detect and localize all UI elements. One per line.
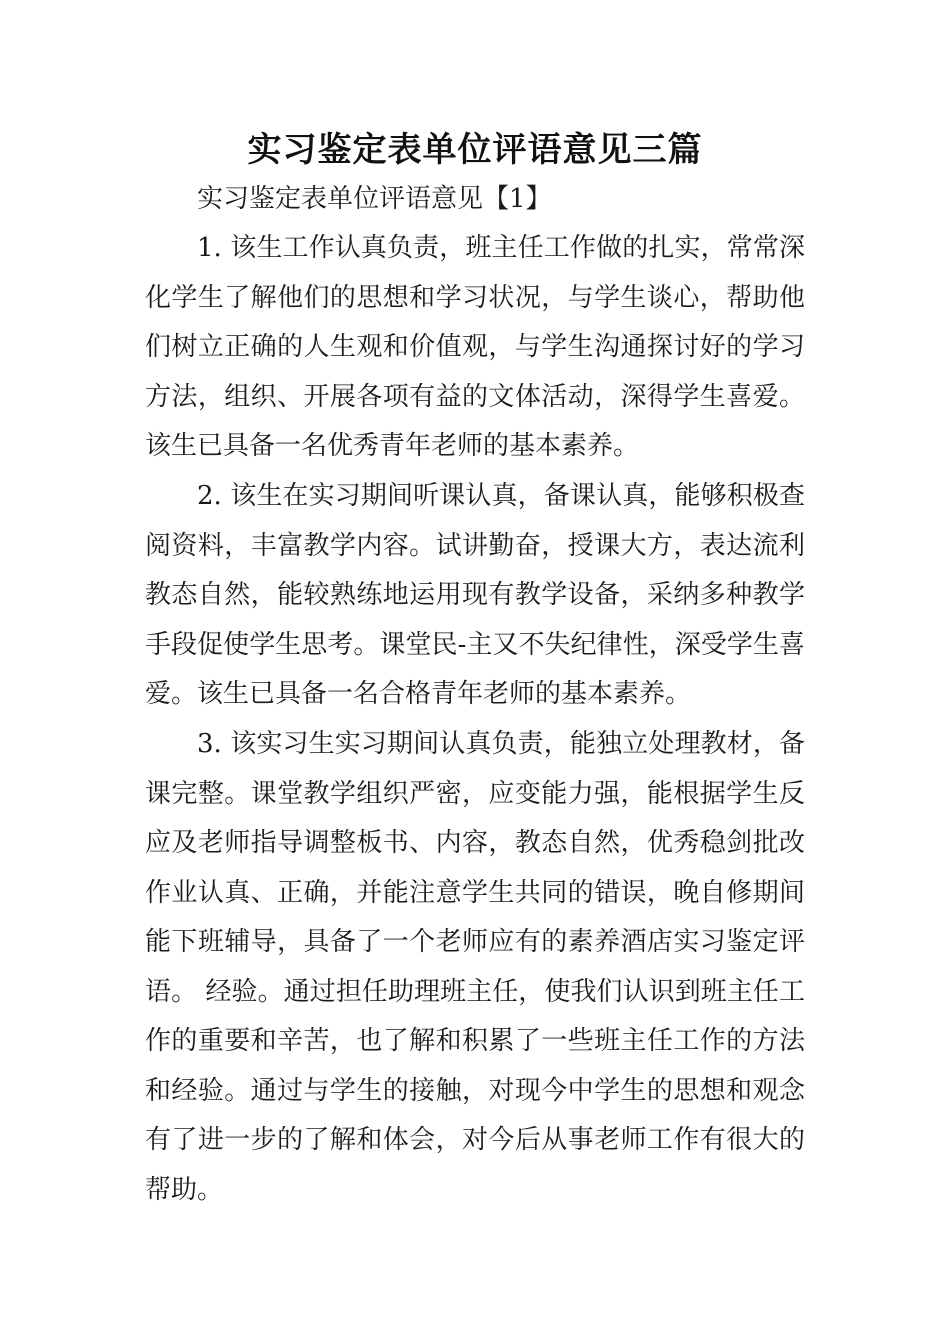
section-heading: 实习鉴定表单位评语意见【1】 (197, 184, 552, 214)
document-title: 实习鉴定表单位评语意见三篇 (247, 130, 703, 170)
paragraph-2: 2. 该生在实习期间听课认真，备课认真，能够积极查阅资料，丰富教学内容。试讲勤奋，授课大方，表达流利教态自然，能较熟练地运用现有教学设备，采纳多种教学手段促使学生思考。课堂民-主又不失纪律性，深受学生喜爱。该生已具备一名合格青年老师的基本素养。 (145, 481, 805, 709)
paragraph-1: 1. 该生工作认真负责，班主任工作做的扎实，常常深化学生了解他们的思想和学习状况，与学生谈心，帮助他们树立正确的人生观和价值观，与学生沟通探讨好的学习方法，组织、开展各项有益的文体活动，深得学生喜爱。该生已具备一名优秀青年老师的基本素养。 (145, 233, 805, 461)
paragraph-3: 3. 该实习生实习期间认真负责，能独立处理教材，备课完整。课堂教学组织严密，应变能力强，能根据学生反应及老师指导调整板书、内容，教态自然，优秀稳剑批改作业认真、正确，并能注意学生共同的错误，晚自修期间能下班辅导，具备了一个老师应有的素养酒店实习鉴定评语。 经验。通过担任助理班主任，使我们认识到班主任工作的重要和辛苦，也了解和积累了一些班主任工作的方法和经验。通过与学生的接触，对现今中学生的思想和观念有了进一步的了解和体会，对今后从事老师工作有很大的帮助。 (145, 729, 805, 1205)
